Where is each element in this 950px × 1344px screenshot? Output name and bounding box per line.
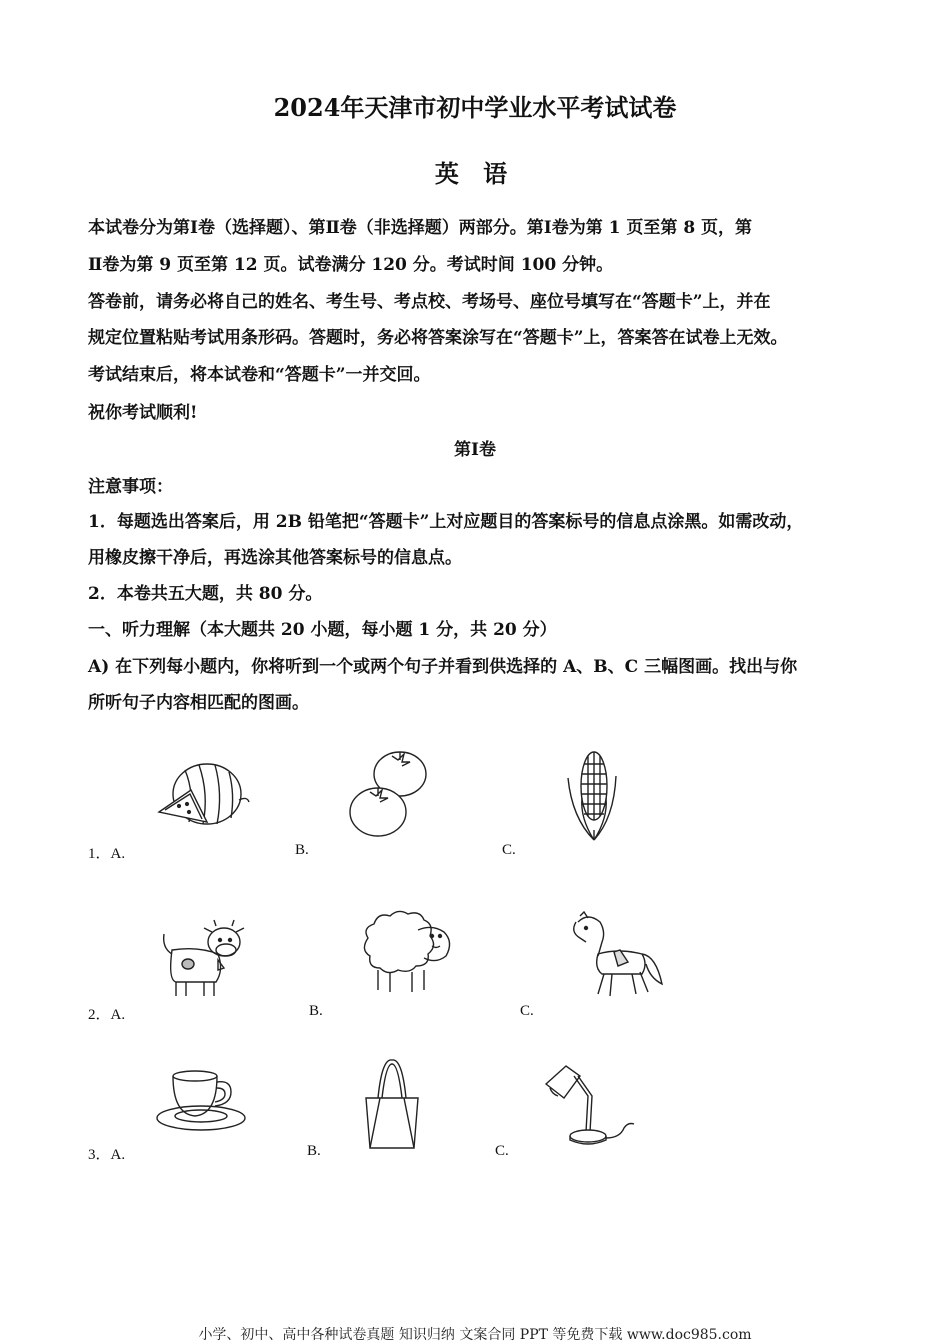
corn-icon (562, 748, 622, 848)
desk-lamp-icon (542, 1062, 638, 1152)
subject-title: 英 语 (434, 159, 516, 188)
option-c-label: C. (502, 842, 516, 858)
sheep-icon (358, 908, 458, 1000)
part-heading: 一、听力理解（本大题共 20 小题，每小题 1 分，共 20 分） (88, 620, 557, 640)
option-b-label: B. (307, 1143, 321, 1159)
tote-bag-icon (360, 1058, 424, 1156)
exam-title: 2024年天津市初中学业水平考试试卷 (273, 93, 677, 122)
tomatoes-icon (348, 748, 432, 844)
section-title: 第Ⅰ卷 (454, 440, 496, 460)
footer-link[interactable]: 小学、初中、高中各种试卷真题 知识归纳 文案合同 PPT 等免费下载 www.doc985.com (198, 1327, 752, 1343)
question-number: 2．A. (88, 1007, 126, 1023)
note-line: 用橡皮擦干净后，再选涂其他答案标号的信息点。 (88, 548, 462, 568)
horse-icon (568, 912, 664, 1006)
intro-line: 规定位置粘贴考试用条形码。答题时，务必将答案涂写在“答题卡”上，答案答在试卷上无效。 (88, 328, 788, 348)
intro-line: Ⅱ卷为第 9 页至第 12 页。试卷满分 120 分。考试时间 100 分钟。 (88, 255, 614, 275)
option-c-label: C. (520, 1003, 534, 1019)
note-line: 2．本卷共五大题，共 80 分。 (88, 584, 323, 604)
watermelon-icon (155, 760, 251, 836)
intro-line: 考试结束后，将本试卷和“答题卡”一并交回。 (88, 365, 431, 385)
question-number: 3．A. (88, 1147, 126, 1163)
teacup-icon (155, 1070, 247, 1136)
note-line: 1．每题选出答案后，用 2B 铅笔把“答题卡”上对应题目的答案标号的信息点涂黑。如需改动， (88, 512, 804, 532)
option-c-label: C. (495, 1143, 509, 1159)
intro-line: 本试卷分为第Ⅰ卷（选择题）、第Ⅱ卷（非选择题）两部分。第Ⅰ卷为第 1 页至第 8 页，第 (88, 218, 753, 238)
part-a-line: 所听句子内容相匹配的图画。 (88, 693, 309, 713)
option-b-label: B. (309, 1003, 323, 1019)
intro-line: 祝你考试顺利! (88, 403, 198, 423)
question-number: 1．A. (88, 846, 126, 862)
cow-icon (158, 920, 250, 1004)
part-a-line: A) 在下列每小题内，你将听到一个或两个句子并看到供选择的 A、B、C 三幅图画。找出与你 (88, 657, 798, 677)
option-b-label: B. (295, 842, 309, 858)
intro-line: 答卷前，请务必将自己的姓名、考生号、考点校、考场号、座位号填写在“答题卡”上，并在 (88, 292, 771, 312)
notes-heading: 注意事项： (88, 477, 173, 497)
